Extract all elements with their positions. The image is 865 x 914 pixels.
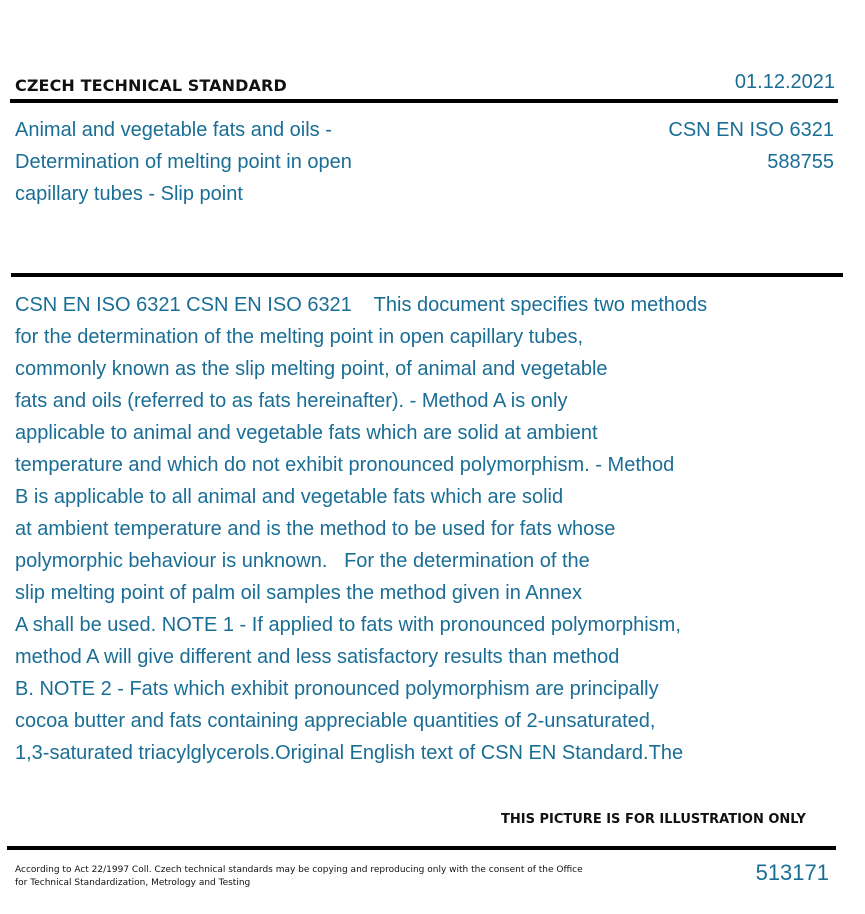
abstract-line: polymorphic behaviour is unknown. For the determination of the <box>15 550 590 572</box>
standard-number: 588755 <box>767 151 834 173</box>
publication-date: 01.12.2021 <box>734 71 835 93</box>
title-line: Animal and vegetable fats and oils - <box>15 119 332 141</box>
standard-title <box>15 114 352 210</box>
legal-line: for Technical Standardization, Metrology and Testing <box>15 878 251 888</box>
abstract-line: for the determination of the melting point in open capillary tubes, <box>15 326 584 348</box>
footer-divider <box>7 846 836 850</box>
catalog-number: 513171 <box>755 860 829 885</box>
abstract-line: slip melting point of palm oil samples the method given in Annex <box>15 582 582 604</box>
header-divider <box>10 99 838 103</box>
abstract-line: cocoa butter and fats containing appreciable quantities of 2-unsaturated, <box>15 710 656 732</box>
illustration-disclaimer: THIS PICTURE IS FOR ILLUSTRATION ONLY <box>501 812 806 827</box>
abstract-line: commonly known as the slip melting point, of animal and vegetable <box>15 358 608 380</box>
legal-notice <box>15 864 583 890</box>
abstract-line: A shall be used. NOTE 1 - If applied to fats with pronounced polymorphism, <box>15 614 681 636</box>
abstract-line: method A will give different and less satisfactory results than method <box>15 646 620 668</box>
abstract-line: fats and oils (referred to as fats hereinafter). - Method A is only <box>15 390 568 412</box>
title-line: Determination of melting point in open <box>15 151 352 173</box>
title-divider <box>11 273 843 277</box>
abstract-line: temperature and which do not exhibit pronounced polymorphism. - Method <box>15 454 675 476</box>
legal-line: According to Act 22/1997 Coll. Czech technical standards may be copying and reproducing only with the consent of the Office <box>15 865 583 875</box>
abstract-text <box>15 289 707 769</box>
abstract-line: at ambient temperature and is the method to be used for fats whose <box>15 518 616 540</box>
abstract-line: B. NOTE 2 - Fats which exhibit pronounced polymorphism are principally <box>15 678 659 700</box>
document-category: CZECH TECHNICAL STANDARD <box>15 76 287 95</box>
standard-code: CSN EN ISO 6321 <box>668 119 834 141</box>
abstract-line: 1,3-saturated triacylglycerols.Original English text of CSN EN Standard.The <box>15 742 684 764</box>
abstract-line: B is applicable to all animal and vegetable fats which are solid <box>15 486 564 508</box>
abstract-line: CSN EN ISO 6321 CSN EN ISO 6321 This document specifies two methods <box>15 294 708 316</box>
title-line: capillary tubes - Slip point <box>15 183 243 205</box>
standard-identifiers <box>668 114 834 178</box>
abstract-line: applicable to animal and vegetable fats which are solid at ambient <box>15 422 598 444</box>
